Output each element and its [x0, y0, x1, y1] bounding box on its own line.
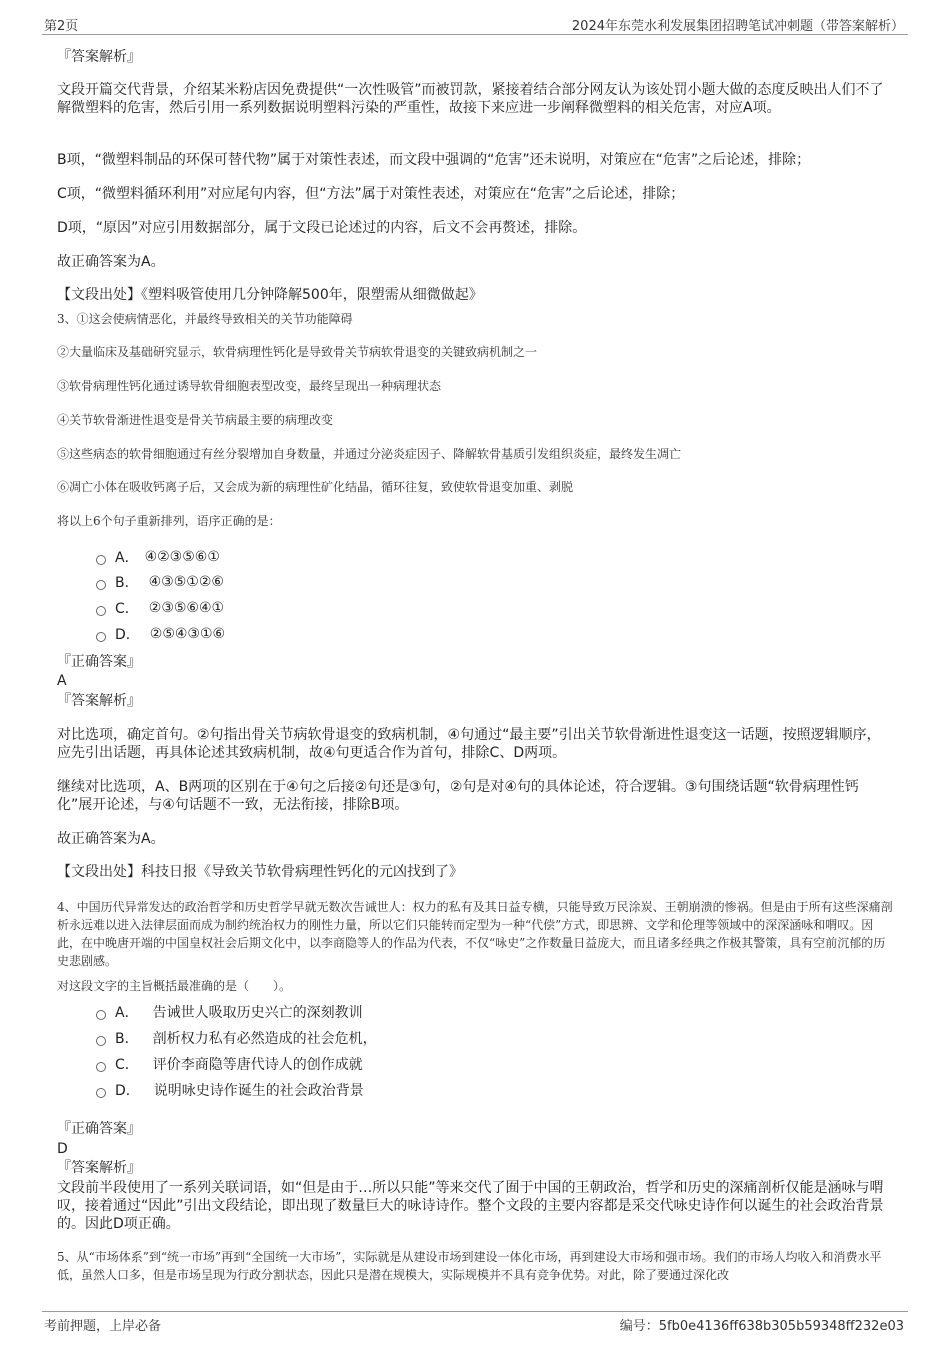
q2-conclusion: 故正确答案为A。 — [57, 254, 165, 270]
radio-icon[interactable] — [96, 1088, 106, 1098]
q3-conclusion: 故正确答案为A。 — [57, 831, 165, 847]
q3-analysis-label: 『答案解析』 — [57, 693, 141, 709]
radio-icon[interactable] — [96, 1036, 106, 1046]
q2-analysis-p1: 文段开篇交代背景，介绍某米粉店因免费提供“一次性吸管”而被罚款，紧接着结合部分网友认为该处罚小题大做的态度反映出人们不了解微塑料的危害，然后引用一系列数据说明塑料污染的严重性，故接下来应进一步阐释微塑料的相关危害，对应A项。 — [57, 82, 884, 116]
q4-option-b[interactable]: B． 剖析权力私有必然造成的社会危机， — [96, 1028, 377, 1048]
q4-answer: D — [57, 1141, 68, 1157]
q4-answer-label: 『正确答案』 — [57, 1121, 141, 1137]
q2-analysis-label: 『答案解析』 — [57, 49, 141, 65]
page-number: 第2页 — [44, 19, 79, 34]
radio-icon[interactable] — [96, 606, 106, 616]
radio-icon[interactable] — [96, 1062, 106, 1072]
q4-stem: 4、中国历代异常发达的政治哲学和历史哲学早就无数次告诫世人：权力的私有及其日益专横，只能导致万民涂炭、王朝崩溃的惨祸。但是由于所有这些深痛剖析永远难以进入法律层面而成为制约统治权力的刚性力量，所以它们只能转而定型为一种“代偿”方式，即思辨、文学和伦理等领域中的深深涵咏和喟叹。因此，在中晚唐开端的中国皇权社会后期文化中，以李商隐等人的作品为代表，不仅“咏史”之作数量日益庞大，而且诸多经典之作极其警策，具有空前沉郁的历史悲剧感。 — [57, 900, 893, 968]
q3-prompt: 将以上6个句子重新排列，语序正确的是： — [57, 514, 281, 528]
q3-analysis-p2: 继续对比选项，A、B两项的区别在于④句之后接②句还是③句，②句是对④句的具体论述，符合逻辑。③句围绕话题“软骨病理性钙化”展开论述，与④句话题不一致，无法衔接，排除B项。 — [57, 779, 859, 813]
q3-answer-label: 『正确答案』 — [57, 654, 141, 670]
document-title: 2024年东莞水利发展集团招聘笔试冲刺题（带答案解析） — [571, 19, 904, 34]
q3-answer: A — [57, 673, 67, 689]
q3-source: 【文段出处】科技日报《导致关节软骨病理性钙化的元凶找到了》 — [57, 864, 463, 880]
q3-sentence-3: ③软骨病理性钙化通过诱导软骨细胞表型改变，最终呈现出一种病理状态 — [57, 379, 442, 393]
q2-source: 【文段出处】《塑料吸管使用几分钟降解500年，限塑需从细微做起》 — [57, 287, 483, 303]
footer-slogan: 考前押题，上岸必备 — [44, 1319, 162, 1334]
q2-analysis-p4: D项，“原因”对应引用数据部分，属于文段已论述过的内容，后文不会再赘述，排除。 — [57, 220, 587, 236]
q3-sentence-2: ②大量临床及基础研究显示，软骨病理性钙化是导致骨关节病软骨退变的关键致病机制之一 — [57, 345, 538, 359]
radio-icon[interactable] — [96, 580, 106, 590]
q4-prompt: 对这段文字的主旨概括最准确的是（ ）。 — [57, 979, 292, 993]
footer-rule — [42, 1311, 908, 1312]
radio-icon[interactable] — [96, 555, 106, 565]
q3-option-c[interactable]: C． ②③⑤⑥④① — [96, 598, 224, 618]
q4-analysis-label: 『答案解析』 — [57, 1160, 141, 1176]
document-id: 编号：5fb0e4136ff638b305b59348ff232e03 — [619, 1319, 904, 1334]
q3-sentence-4: ④关节软骨渐进性退变是骨关节病最主要的病理改变 — [57, 413, 334, 427]
q4-option-d[interactable]: D． 说明咏史诗作诞生的社会政治背景 — [96, 1080, 364, 1100]
q2-analysis-p2: B项，“微塑料制品的环保可替代物”属于对策性表述，而文段中强调的“危害”还未说明，对策应在“危害”之后论述，排除； — [57, 152, 811, 168]
q3-sentence-5: ⑤这些病态的软骨细胞通过有丝分裂增加自身数量，并通过分泌炎症因子、降解软骨基质引发组织炎症，最终发生凋亡 — [57, 447, 682, 461]
q4-analysis-p1: 文段前半段使用了一系列关联词语，如“但是由于…所以只能”等来交代了囿于中国的王朝政治，哲学和历史的深痛剖析仅能是涵咏与喟叹，接着通过“因此”引出文段结论，即出现了数量巨大的咏诗诗作。整个文段的主要内容都是采交代咏史诗作何以诞生的社会政治背景的。因此D项正确。 — [57, 1180, 884, 1232]
radio-icon[interactable] — [96, 1010, 106, 1020]
q3-sentence-1: 3、①这会使病情恶化，并最终导致相关的关节功能障碍 — [57, 312, 353, 326]
q2-analysis-p3: C项，“微塑料循环利用”对应尾句内容，但“方法”属于对策性表述，对策应在“危害”之后论述，排除； — [57, 186, 685, 202]
q3-analysis-p1: 对比选项，确定首句。②句指出骨关节病软骨退变的致病机制，④句通过“最主要”引出关节软骨渐进性退变这一话题，按照逻辑顺序，应先引出话题，再具体论述其致病机制，故④句更适合作为首句，排除C、D两项。 — [57, 727, 881, 761]
q3-sentence-6: ⑥凋亡小体在吸收钙离子后，又会成为新的病理性矿化结晶，循环往复，致使软骨退变加重、剥脱 — [57, 480, 574, 494]
q4-option-c[interactable]: C． 评价李商隐等唐代诗人的创作成就 — [96, 1054, 363, 1074]
q5-stem: 5、从“市场体系”到“统一市场”再到“全国统一大市场”，实际就是从建设市场到建设一体化市场，再到建设大市场和强市场。我们的市场人均收入和消费水平低，虽然人口多，但是市场呈现为行政分割状态，因此只是潜在规模大，实际规模并不具有竞争优势。对此，除了要通过深化改 — [57, 1250, 882, 1282]
header-rule — [42, 34, 908, 35]
q3-option-b[interactable]: B． ④③⑤①②⑥ — [96, 572, 224, 592]
radio-icon[interactable] — [96, 632, 106, 642]
q3-option-a[interactable]: A． ④②③⑤⑥① — [96, 547, 220, 567]
q3-option-d[interactable]: D． ②⑤④③①⑥ — [96, 624, 225, 644]
q4-option-a[interactable]: A． 告诫世人吸取历史兴亡的深刻教训 — [96, 1002, 363, 1022]
